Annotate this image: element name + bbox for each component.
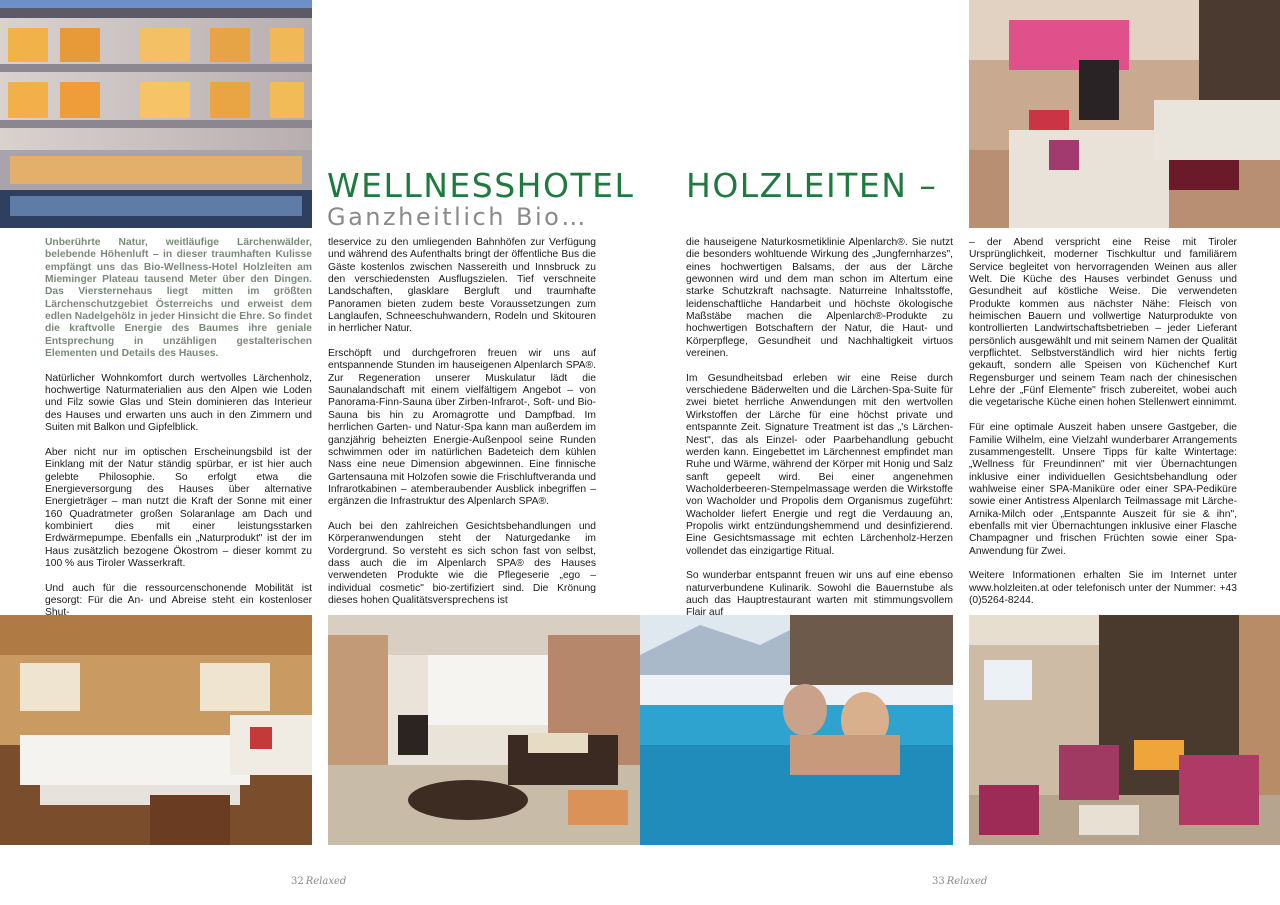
page-number-right (932, 876, 987, 887)
page-number-left (291, 876, 346, 887)
paragraph: Für eine optimale Auszeit haben unsere Gastgeber, die Familie Wilhelm, eine Vielzahl wunderbarer Arrangements zusammengestellt. Unsere Tipps für kalte Wintertage: „Wellness für Freundinnen" mit vier Übernachtungen inklusive einer individuellen Gesichtsbehandlung oder wahlweise einer SPA-Maniküre oder einer SPA-Pediküre sowie einer Antistress Alpenlarch Teilmassage mit Lärche-Arnika-Milch oder „Entspannte Auszeit für sie & ihn", ebenfalls mit vier Übernachtungen inklusive einer Flasche Champagner und frischen Früchten sowie einer Spa-Anwendung für Zwei. (969, 422, 1237, 557)
magazine-logo: Relaxed (305, 876, 347, 887)
headline-left: WELLNESSHOTEL (327, 166, 635, 205)
page-number: 33 (932, 876, 945, 887)
text-column-1 (45, 237, 312, 632)
paragraph: tleservice zu den umliegenden Bahnhöfen zur Verfügung und während des Aufenthalts bringt der öffentliche Bus die Gäste kostenlos zwischen Nassereith und Innsbruck zu den verschiedensten Ausflugszielen. Tief verschneite Landschaften, glasklare Bergluft und traumhafte Panoramen bieten zudem beste Voraussetzungen zum Langlaufen, Schneeschuhwandern, Rodeln und Skitouren in herrlicher Natur. (328, 237, 596, 335)
outdoor-pool-photo (640, 615, 953, 845)
text-column-4 (969, 237, 1237, 620)
paragraph: die hauseigene Naturkosmetiklinie Alpenlarch®. Sie nutzt die besonders wohltuende Wirkung des „Jungfernharzes", eines hochwertigen Balsams, der aus der Lärche gewonnen wird und dem man schon im Altertum eine starke Schutzkraft nachsagte. Naturreine Inhaltsstoffe, leidenschaftliche Handarbeit und höchste ökologische Maßstäbe machen die Alpenlarch®-Produkte zu hochwertigen Botschaftern der Natur, die Haut- und Körperpflege, Gesundheit und Nachhaltigkeit virtuos vereinen. (686, 237, 953, 360)
page-number: 32 (291, 876, 304, 887)
intro-paragraph: Unberührte Natur, weitläufige Lärchenwälder, belebende Höhenluft – in dieser traumhaften Kulisse empfängt uns das Bio-Wellness-Hotel Holzleiten am Mieminger Plateau tausend Meter über den Dingen. Das Viersternehaus liegt mitten im größten Lärchenschutzgebiet Österreichs und erweist dem edlen Nadelgehölz in jeder Hinsicht die Ehre. So findet die kraftvolle Energie des Baumes ihre geniale Entsprechung in unzähligen gestalterischen Elementen und Details des Hauses. (45, 237, 312, 360)
magazine-logo: Relaxed (946, 876, 988, 887)
paragraph: Natürlicher Wohnkomfort durch wertvolles Lärchenholz, hochwertige Naturmaterialien aus den Alpen wie Loden und Filz sowie Glas und Stein dominieren das Interieur des Hauses und erwarten uns auch in den Zimmern und Suiten mit Balkon und Gipfelblick. (45, 372, 312, 434)
restaurant-photo (0, 615, 312, 845)
paragraph: Erschöpft und durchgefroren freuen wir uns auf entspannende Stunden im hauseigenen Alpenlarch SPA®. Zur Regeneration unserer Muskulatur lädt die Saunalandschaft mit einem vielfältigem Angebot – von Panorama-Finn-Sauna über Zirben-Infrarot-, Soft- und Bio-Sauna bis hin zu Aromagrotte und Dampfbad. Im herrlichen Garten- und Natur-Spa kann man außerdem im ganzjährig beheizten Energie-Außenpool seine Runden schwimmen oder im natürlichen Badeteich dem kühlen Nass eine neue Dimension abgewinnen. Eine finnische Gartensauna mit Holzofen sowie die Frischluftveranda und Infrarotkabinen – atemberaubender Ausblick inbegriffen – ergänzen die Infrastruktur des Alpenlarch SPA®. (328, 348, 596, 508)
paragraph: Und auch für die ressourcenschonende Mobilität ist gesorgt: Für die An- und Abreise steht ein kostenloser Shut- (45, 582, 312, 619)
paragraph: Weitere Informationen erhalten Sie im Internet unter www.holzleiten.at oder telefonisch unter der Nummer: +43 (0)5264-8244. (969, 570, 1237, 606)
text-column-3 (686, 237, 953, 632)
text-column-2 (328, 237, 596, 620)
paragraph: So wunderbar entspannt freuen wir uns auf eine ebenso naturverbundene Kulinarik. Sowohl die Bauernstube als auch das Hauptrestaurant warten mit stimmungsvollem Flair auf (686, 570, 953, 619)
paragraph: Im Gesundheitsbad erleben wir eine Reise durch verschiedene Bäderwelten und die Lärchen-Spa-Suite für zwei bietet herrliche Anwendungen mit den wertvollen Wirkstoffen der Lärche für eine höchst private und entspannte Zeit. Signature Treatment ist das „'s Lärchen-Nest", das als Einzel- oder Paarbehandlung gebucht werden kann. Eingebettet im Lärchennest empfindet man Ruhe und Wärme, während der Körper mit Honig und Salz sanft gepeelt wird. Bei einer angenehmen Wacholderbeeren-Stempelmassage werden die Wirkstoffe von Wacholder und Propolis dem Organismus zugeführt: Wacholder liefert Energie und regt die Verdauung an, Propolis wirkt entzündungshemmend und desinfizierend. Eine Gesichtsmassage mit echten Lärchenholz-Herzen vollendet das einzigartige Ritual. (686, 372, 953, 557)
headline-right: HOLZLEITEN – (686, 166, 938, 205)
hotel-exterior-photo (0, 0, 312, 228)
subtitle: Ganzheitlich Bio… (327, 203, 588, 231)
paragraph: – der Abend verspricht eine Reise mit Tiroler Ursprünglichkeit, moderner Tischkultur und familiärem Service begleitet von hervorragenden Weinen aus aller Welt. Die Küche des Hauses verbindet Genuss und Gesundheit auf köstliche Weise. Die verwendeten Produkte kommen aus nächster Nähe: Fleisch von heimischen Bauern und vollwertige Naturprodukte von kontrollierten Landwirtschaftsbetrieben – jeder Lieferant persönlich ausgewählt und mit seinem Namen der Qualität verpflichtet. Selbstverständlich wird hier nichts fertig gekauft, sondern alle Speisen von Küchenchef Kurt Regensburger und seinem Team nach der chinesischen Lehre der „Fünf Elemente" frisch zubereitet, wobei auch die vegetarische Küche einen hohen Stellenwert einnimmt. (969, 237, 1237, 409)
paragraph: Aber nicht nur im optischen Erscheinungsbild ist der Einklang mit der Natur ständig spürbar, er ist hier auch gelebte Philosophie. So erfolgt etwa die Energieversorgung des Hauses über alternative Energieträger – man nutzt die Kraft der Sonne mit einer 160 Quadratmeter großen Solaranlage am Dach und kombiniert dies mit einer leistungsstarken Erdwärmepumpe. Ebenfalls ein „Naturprodukt" ist der im Haus zusätzlich bezogene Ökostrom – dieser kommt zu 100 % aus Tiroler Wasserkraft. (45, 446, 312, 569)
spa-lounge-photo (328, 615, 640, 845)
lounge-suite-photo (969, 0, 1280, 228)
paragraph: Auch bei den zahlreichen Gesichtsbehandlungen und Körperanwendungen steht der Naturgedanke im Vordergrund. So versteht es sich schon fast von selbst, dass auch die im Alpenlarch SPA® des Hauses verwendeten Produkte wie die Pflegeserie „ego – individual cosmetic" bio-zertifiziert sind. Die Krönung dieses hohen Qualitätsversprechens ist (328, 520, 596, 606)
fireplace-lounge-photo (969, 615, 1280, 845)
